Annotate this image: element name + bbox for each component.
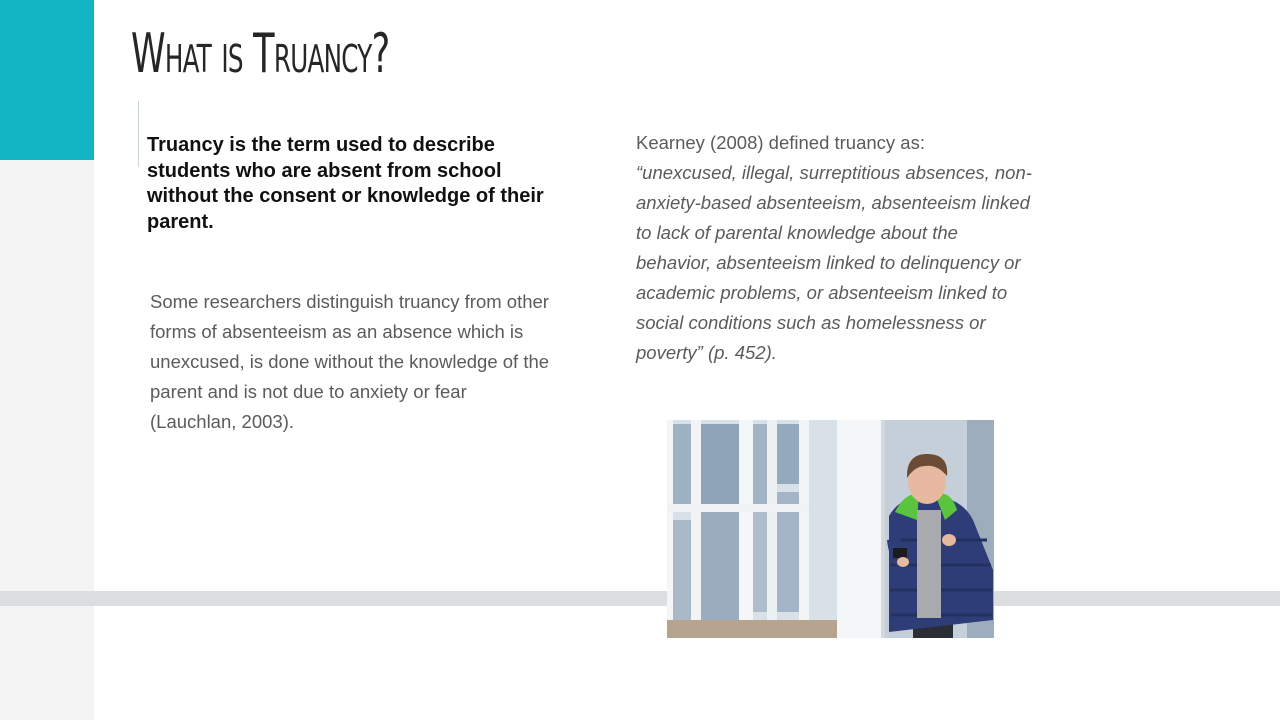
kearney-paragraph [636,128,1036,368]
definition-text: Truancy is the term used to describe students who are absent from school without the consent or knowledge of their parent. [147,134,544,233]
text-cursor-line [138,101,139,167]
researchers-paragraph: Some researchers distinguish truancy from other forms of absenteeism as an absence which is unexcused, is done without the knowledge of the parent and is not due to anxiety or fear (Lauchlan, 2003). [150,291,550,432]
accent-block [0,0,94,160]
kearney-quote: “unexcused, illegal, surreptitious absences, non-anxiety-based absenteeism, absenteeism linked to lack of parental knowledge about the behavior, absenteeism linked to delinquency or academic problems, or absenteeism linked to social conditions such as homelessness or poverty” (p. 452). [636,162,1032,363]
slide-title: What is Truancy? [131,22,390,85]
student-with-phone-photo [667,420,994,638]
horizontal-band [0,591,1280,606]
kearney-intro: Kearney (2008) defined truancy as: [636,132,925,153]
